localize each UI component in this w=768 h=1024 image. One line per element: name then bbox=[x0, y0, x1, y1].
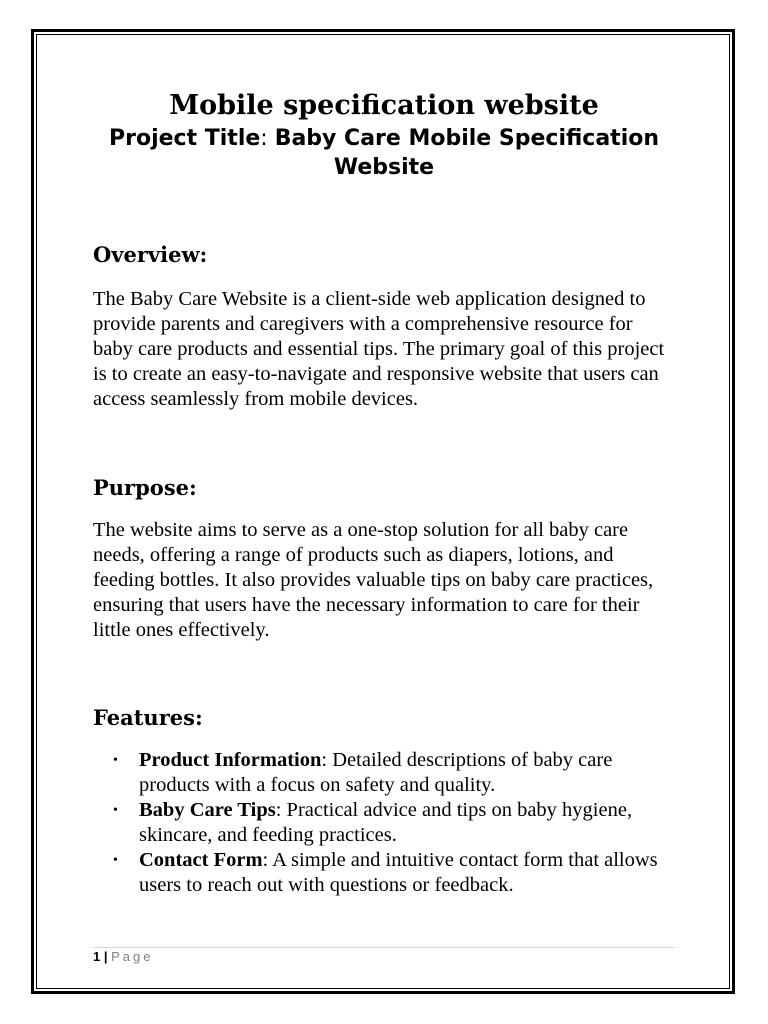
list-item bbox=[93, 848, 675, 898]
document-title: Mobile specification website bbox=[169, 90, 599, 121]
list-item bbox=[93, 748, 675, 798]
bullet-icon: • bbox=[113, 803, 118, 818]
page-separator: | bbox=[100, 949, 112, 964]
footer-divider bbox=[93, 947, 675, 948]
feature-description: : Practical advice and tips on baby hygiene, skincare, and feeding practices. bbox=[139, 799, 633, 846]
features-list bbox=[93, 748, 675, 898]
features-heading-text: Features bbox=[93, 705, 195, 730]
overview-paragraph: The Baby Care Website is a client-side web application designed to provide parents and caregivers with a comprehensive resource for baby care products and essential tips. The primary goal of this project is to create an easy-to-navigate and responsive website that users can access seamlessly from mobile devices. bbox=[93, 288, 665, 410]
document-body bbox=[93, 88, 675, 898]
feature-name: Product Information bbox=[139, 749, 322, 771]
page-label: Page bbox=[111, 949, 154, 964]
overview-heading-text: Overview bbox=[93, 242, 200, 267]
page-number: 1 bbox=[93, 949, 101, 964]
project-title-label: Project Title bbox=[108, 126, 261, 151]
feature-description: : A simple and intuitive contact form that allows users to reach out with questions or feedback. bbox=[139, 849, 658, 896]
feature-name: Baby Care Tips bbox=[139, 799, 276, 821]
purpose-heading-text: Purpose bbox=[93, 475, 189, 500]
project-title-separator: : bbox=[260, 126, 275, 151]
list-item bbox=[93, 798, 675, 848]
features-heading bbox=[93, 704, 675, 732]
bullet-icon: • bbox=[113, 853, 118, 868]
overview-heading bbox=[93, 241, 675, 269]
purpose-heading bbox=[93, 474, 675, 502]
purpose-heading-colon: : bbox=[189, 475, 197, 500]
project-title bbox=[93, 124, 675, 182]
overview-heading-colon: : bbox=[199, 242, 208, 267]
features-heading-colon: : bbox=[194, 705, 203, 730]
feature-name: Contact Form bbox=[139, 849, 263, 871]
page-footer bbox=[93, 949, 153, 965]
bullet-icon: • bbox=[113, 753, 118, 768]
feature-description: : Detailed descriptions of baby care products with a focus on safety and quality. bbox=[139, 749, 613, 796]
project-title-value: Baby Care Mobile Specification Website bbox=[274, 126, 660, 180]
purpose-paragraph: The website aims to serve as a one-stop solution for all baby care needs, offering a range of products such as diapers, lotions, and feeding bottles. It also provides valuable tips on baby care practices, ensuring that users have the necessary information to care for their little ones effectively. bbox=[93, 519, 654, 641]
